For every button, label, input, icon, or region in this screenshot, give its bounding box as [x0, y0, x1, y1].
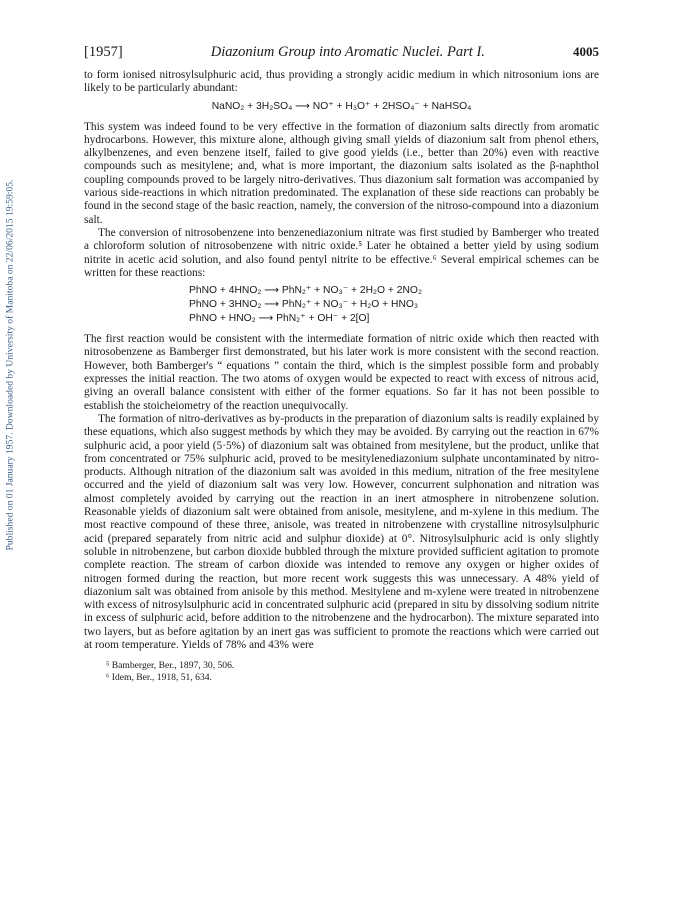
paragraph-4: The first reaction would be consistent with the intermediate formation of nitric oxide which then reacted with nitrosobenzene as Bamberger first demonstrated, but his later work is more consistent with the second reaction. However, both Bamberger's “ equations ” contain the third, which is the simplest possible form and probably expresses the initial reaction. The two atoms of oxygen would be expected to react with excess of nitrous acid, giving an overall balance consistent with either of the former equations. So far it has not been possible to establish the stoicheiometry of the reaction unequivocally. [84, 333, 599, 412]
download-stamp-text: Published on 01 January 1957. Downloaded by University of Manitoba on 22/06/2015 19:59:05. [4, 179, 16, 551]
paragraph-2: This system was indeed found to be very effective in the formation of diazonium salts directly from aromatic hydrocarbons. However, this mixture alone, although giving small yields of diazonium salt from phenol ethers, alkylbenzenes, and even benzene itself, failed to give good yields (i.e., better than 20%) even with reactive compounds such as mesitylene; and, what is more important, the diazonium salts isolated as the β-naphthol coupling compounds proved to be largely nitro-derivatives. Thus diazonium salt formation was accompanied by various side-reactions in which nitration predominated. The explanation of these side reactions can probably be found in the second stage of the basic reaction, namely, the conversion of the nitroso-compound into a diazonium salt. [84, 120, 599, 226]
paragraph-5: The formation of nitro-derivatives as by-products in the preparation of diazonium salts is readily explained by these equations, which also suggest methods by which they may be avoided. By carrying out the reaction in 67% sulphuric acid, a poor yield (5·5%) of diazonium salt was obtained from mesitylene, but the product, unlike that from concentrated or 75% sulphuric acid, proved to be mesitylenediazonium sulphate uncontaminated by nitro-products. Although nitration of the diazonium salt was avoided in this medium, nitration of the free mesitylene occurred and the yield of diazonium salt was very low. However, concurrent sulphonation and nitration was almost completely avoided by carrying out the reaction in an inert atmosphere in nitrobenzene solution. Reasonable yields of diazonium salt were obtained from anisole, mesitylene, and m-xylene in this medium. The most reactive compound of these three, anisole, was treated in nitrobenzene with crystalline nitrosylsulphuric acid (prepared separately from nitric acid and sulphur dioxide) at 0°. Nitrosylsulphuric acid is only slightly soluble in nitrobenzene, but carbon dioxide bubbled through the mixture provided sufficient agitation to promote complete reaction. The stream of carbon dioxide was intended to remove any oxygen or higher oxides of nitrogen formed during the reaction, but more recent work suggests this was unnecessary. A 48% yield of diazonium salt was obtained from anisole by this method. Mesitylene and m-xylene were treated in nitrobenzene with excess of nitrosylsulphuric acid in concentrated sulphuric acid (prepared in situ by dissolving sodium nitrite in excess of sulphuric acid, before addition to the nitrobenzene and the hydrocarbon). The mixture separated into two layers, but as before agitation by an inert gas was sufficient to promote the reactions which were carried out at room temperature. Yields of 78% and 43% were [84, 412, 599, 651]
equation-3: PhNO + 3HNO₂ ⟶ PhN₂⁺ + NO₃⁻ + H₂O + HNO₃ [189, 299, 419, 311]
equation-1: NaNO₂ + 3H₂SO₄ ⟶ NO⁺ + H₃O⁺ + 2HSO₄⁻ + NaHSO₄ [211, 100, 472, 112]
footnote-5: ⁵ Bamberger, Ber., 1897, 30, 506. [106, 660, 235, 672]
paragraph-3: The conversion of nitrosobenzene into benzenediazonium nitrate was first studied by Bamberger who treated a chloroform solution of nitrosobenzene with nitric oxide.⁵ Later he obtained a better yield by using sodium nitrite in acetic acid solution, and also found pentyl nitrite to be effective.⁶ Several empirical schemes can be written for these reactions: [84, 226, 599, 279]
download-stamp [2, 130, 18, 600]
page-number: 4005 [572, 44, 599, 59]
equation-block [189, 284, 599, 326]
running-title: Diazonium Group into Aromatic Nuclei. Part I. [210, 44, 485, 60]
equation-4: PhNO + HNO₂ ⟶ PhN₂⁺ + OH⁻ + 2[O] [189, 313, 370, 325]
article-page [84, 44, 599, 683]
journal-year: [1957] [84, 44, 123, 60]
running-header [84, 44, 599, 61]
equation-2: PhNO + 4HNO₂ ⟶ PhN₂⁺ + NO₃⁻ + 2H₂O + 2NO₂ [189, 285, 422, 297]
footnote-6: ⁶ Idem, Ber., 1918, 51, 634. [106, 671, 212, 683]
paragraph-1: to form ionised nitrosylsulphuric acid, thus providing a strongly acidic medium in which nitrosonium ions are likely to be particularly abundant: [84, 69, 599, 95]
footnotes [84, 660, 599, 683]
